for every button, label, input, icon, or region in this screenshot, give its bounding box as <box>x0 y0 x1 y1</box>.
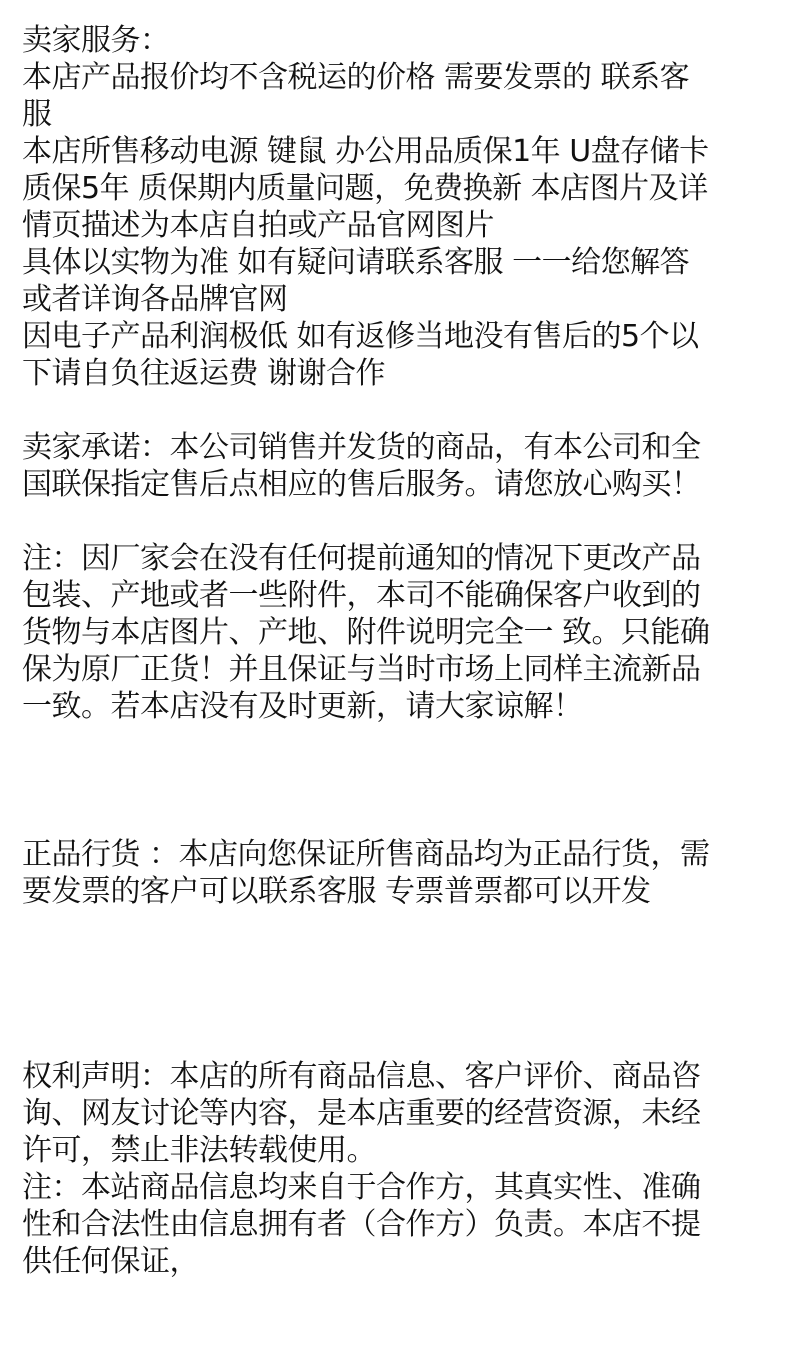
seller-service-line: 本店产品报价均不含税运的价格 需要发票的 联系客 <box>22 60 690 95</box>
section-spacer <box>22 503 770 540</box>
seller-service-line: 因电子产品利润极低 如有返修当地没有售后的5个以 <box>22 319 699 354</box>
rights-statement-line: 询、网友讨论等内容，是本店重要的经营资源，未经 <box>22 1096 701 1131</box>
seller-promise-line: 卖家承诺：本公司销售并发货的商品，有本公司和全 <box>22 430 701 465</box>
policy-document <box>22 22 770 1280</box>
packaging-note-line: 货物与本店图片、产地、附件说明完全一 致。只能确 <box>22 615 710 650</box>
packaging-note-section <box>22 540 770 725</box>
packaging-note-line: 注：因厂家会在没有任何提前通知的情况下更改产品 <box>22 541 701 576</box>
section-spacer <box>22 910 770 1058</box>
packaging-note-line: 保为原厂正货！并且保证与当时市场上同样主流新品 <box>22 652 701 687</box>
genuine-goods-line: 要发票的客户可以联系客服 专票普票都可以开发 <box>22 874 651 909</box>
packaging-note-line: 一致。若本店没有及时更新，请大家谅解！ <box>22 689 583 724</box>
rights-statement-section <box>22 1058 770 1280</box>
rights-statement-line: 性和合法性由信息拥有者（合作方）负责。本店不提 <box>22 1207 701 1242</box>
seller-service-line: 本店所售移动电源 键鼠 办公用品质保1年 U盘存储卡 <box>22 134 709 169</box>
seller-service-heading: 卖家服务： <box>22 23 170 58</box>
rights-statement-line: 许可，禁止非法转载使用。 <box>22 1133 376 1168</box>
seller-service-line: 服 <box>22 97 52 132</box>
seller-service-section <box>22 22 770 392</box>
seller-service-line: 质保5年 质保期内质量问题，免费换新 本店图片及详 <box>22 171 708 206</box>
seller-service-line: 或者详询各品牌官网 <box>22 282 288 317</box>
seller-promise-line: 国联保指定售后点相应的售后服务。请您放心购买！ <box>22 467 701 502</box>
rights-statement-line: 供任何保证， <box>22 1244 199 1279</box>
rights-statement-line: 注：本站商品信息均来自于合作方，其真实性、准确 <box>22 1170 701 1205</box>
genuine-goods-line: 正品行货 ：本店向您保证所售商品均为正品行货，需 <box>22 837 710 872</box>
genuine-goods-section <box>22 836 770 910</box>
seller-service-line: 下请自负往返运费 谢谢合作 <box>22 356 386 391</box>
section-spacer <box>22 725 770 836</box>
seller-service-line: 具体以实物为准 如有疑问请联系客服 一一给您解答 <box>22 245 690 280</box>
seller-service-line: 情页描述为本店自拍或产品官网图片 <box>22 208 494 243</box>
rights-statement-line: 权利声明：本店的所有商品信息、客户评价、商品咨 <box>22 1059 701 1094</box>
seller-promise-section <box>22 429 770 503</box>
packaging-note-line: 包装、产地或者一些附件，本司不能确保客户收到的 <box>22 578 701 613</box>
section-spacer <box>22 392 770 429</box>
